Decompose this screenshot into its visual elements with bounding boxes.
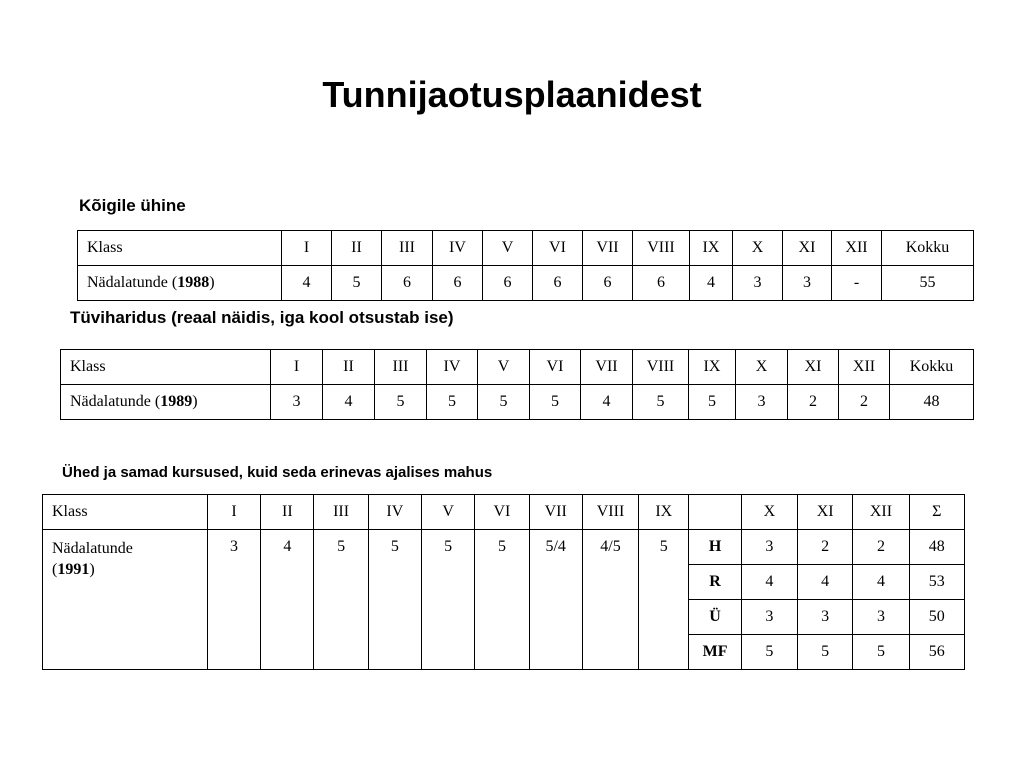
class-header: II bbox=[332, 231, 382, 266]
row-label: Nädalatunde (1991) bbox=[43, 530, 208, 670]
sum-cell: 56 bbox=[909, 635, 964, 670]
track-code: R bbox=[689, 565, 741, 600]
class-header: II bbox=[261, 495, 314, 530]
track-code: H bbox=[689, 530, 741, 565]
hours-cell: 5 bbox=[798, 635, 853, 670]
hours-cell: 5 bbox=[639, 530, 689, 670]
table-row bbox=[43, 530, 965, 565]
hours-cell: 3 bbox=[271, 385, 323, 420]
section-heading-common: Kõigile ühine bbox=[79, 196, 186, 215]
table-header-row bbox=[78, 231, 974, 266]
hours-cell: 6 bbox=[483, 266, 533, 301]
class-header: VIII bbox=[633, 350, 689, 385]
page-title: Tunnijaotusplaanidest bbox=[322, 74, 702, 115]
class-header: X bbox=[733, 231, 783, 266]
total-cell: 48 bbox=[890, 385, 974, 420]
table-row bbox=[61, 385, 974, 420]
hours-cell: 3 bbox=[207, 530, 260, 670]
hours-cell: 6 bbox=[533, 266, 583, 301]
hours-cell: 2 bbox=[853, 530, 909, 565]
table-1989 bbox=[60, 349, 974, 420]
class-header: X bbox=[741, 495, 797, 530]
hours-cell: 3 bbox=[741, 530, 797, 565]
section-heading-core: Tüviharidus (reaal näidis, iga kool otsustab ise) bbox=[70, 308, 454, 327]
class-header: XI bbox=[788, 350, 839, 385]
hours-cell: 4 bbox=[323, 385, 375, 420]
hours-cell: 5 bbox=[368, 530, 421, 670]
class-header: XII bbox=[839, 350, 890, 385]
total-cell: 55 bbox=[882, 266, 974, 301]
hours-cell: 5 bbox=[314, 530, 368, 670]
hours-cell: 6 bbox=[583, 266, 633, 301]
hours-cell: 2 bbox=[798, 530, 853, 565]
class-header: VI bbox=[475, 495, 529, 530]
hours-cell: 5 bbox=[475, 530, 529, 670]
hours-cell: 3 bbox=[798, 600, 853, 635]
table-1991 bbox=[42, 494, 965, 670]
class-header: VI bbox=[530, 350, 581, 385]
class-header: VIII bbox=[633, 231, 690, 266]
class-header: III bbox=[382, 231, 433, 266]
hours-cell: 5/4 bbox=[529, 530, 582, 670]
hours-cell: 5 bbox=[478, 385, 530, 420]
hours-cell: 3 bbox=[736, 385, 788, 420]
year-label: 1989 bbox=[160, 393, 193, 410]
hours-cell: 5 bbox=[427, 385, 478, 420]
hours-cell: 5 bbox=[422, 530, 475, 670]
hours-cell: 5 bbox=[689, 385, 736, 420]
hours-cell: 6 bbox=[382, 266, 433, 301]
table-header-row bbox=[61, 350, 974, 385]
class-header: IX bbox=[690, 231, 733, 266]
class-header: XI bbox=[798, 495, 853, 530]
class-header: X bbox=[736, 350, 788, 385]
total-header: Kokku bbox=[882, 231, 974, 266]
header-label: Klass bbox=[43, 495, 208, 530]
hours-cell: 3 bbox=[741, 600, 797, 635]
class-header: III bbox=[314, 495, 368, 530]
year-label: 1988 bbox=[177, 274, 210, 291]
hours-cell: 3 bbox=[733, 266, 783, 301]
class-header: V bbox=[478, 350, 530, 385]
hours-cell: 4 bbox=[282, 266, 332, 301]
hours-cell: 2 bbox=[788, 385, 839, 420]
class-header: VI bbox=[533, 231, 583, 266]
hours-cell: 2 bbox=[839, 385, 890, 420]
hours-cell: 4 bbox=[581, 385, 633, 420]
hours-cell: 4 bbox=[798, 565, 853, 600]
table-1988 bbox=[77, 230, 974, 301]
hours-cell: 4 bbox=[690, 266, 733, 301]
year-label: 1991 bbox=[57, 561, 90, 578]
table-row bbox=[78, 266, 974, 301]
class-header: VIII bbox=[582, 495, 638, 530]
class-header: IV bbox=[433, 231, 483, 266]
class-header: XII bbox=[853, 495, 909, 530]
class-header: I bbox=[282, 231, 332, 266]
hours-cell: 6 bbox=[433, 266, 483, 301]
hours-cell: 3 bbox=[783, 266, 832, 301]
track-header-empty bbox=[689, 495, 741, 530]
hours-cell: 5 bbox=[633, 385, 689, 420]
class-header: V bbox=[422, 495, 475, 530]
hours-cell: 4 bbox=[741, 565, 797, 600]
track-code: MF bbox=[689, 635, 741, 670]
hours-cell: 5 bbox=[741, 635, 797, 670]
class-header: XI bbox=[783, 231, 832, 266]
header-label: Klass bbox=[61, 350, 271, 385]
sum-header: Σ bbox=[909, 495, 964, 530]
class-header: IX bbox=[639, 495, 689, 530]
header-label: Klass bbox=[78, 231, 282, 266]
class-header: I bbox=[271, 350, 323, 385]
hours-cell: 5 bbox=[375, 385, 427, 420]
hours-cell: 6 bbox=[633, 266, 690, 301]
row-label: Nädalatunde (1988) bbox=[78, 266, 282, 301]
table-header-row bbox=[43, 495, 965, 530]
hours-cell: 5 bbox=[853, 635, 909, 670]
hours-cell: 5 bbox=[530, 385, 581, 420]
hours-cell: 4 bbox=[261, 530, 314, 670]
track-code: Ü bbox=[689, 600, 741, 635]
sum-cell: 53 bbox=[909, 565, 964, 600]
class-header: XII bbox=[832, 231, 882, 266]
class-header: VII bbox=[581, 350, 633, 385]
hours-cell: 5 bbox=[332, 266, 382, 301]
row-label: Nädalatunde (1989) bbox=[61, 385, 271, 420]
sum-cell: 48 bbox=[909, 530, 964, 565]
class-header: V bbox=[483, 231, 533, 266]
class-header: VII bbox=[583, 231, 633, 266]
class-header: VII bbox=[529, 495, 582, 530]
class-header: IV bbox=[368, 495, 421, 530]
hours-cell: 4/5 bbox=[582, 530, 638, 670]
total-header: Kokku bbox=[890, 350, 974, 385]
class-header: IX bbox=[689, 350, 736, 385]
sum-cell: 50 bbox=[909, 600, 964, 635]
hours-cell: - bbox=[832, 266, 882, 301]
class-header: I bbox=[207, 495, 260, 530]
class-header: IV bbox=[427, 350, 478, 385]
section-heading-courses: Ühed ja samad kursused, kuid seda erinevas ajalises mahus bbox=[62, 464, 493, 481]
hours-cell: 4 bbox=[853, 565, 909, 600]
class-header: II bbox=[323, 350, 375, 385]
hours-cell: 3 bbox=[853, 600, 909, 635]
class-header: III bbox=[375, 350, 427, 385]
